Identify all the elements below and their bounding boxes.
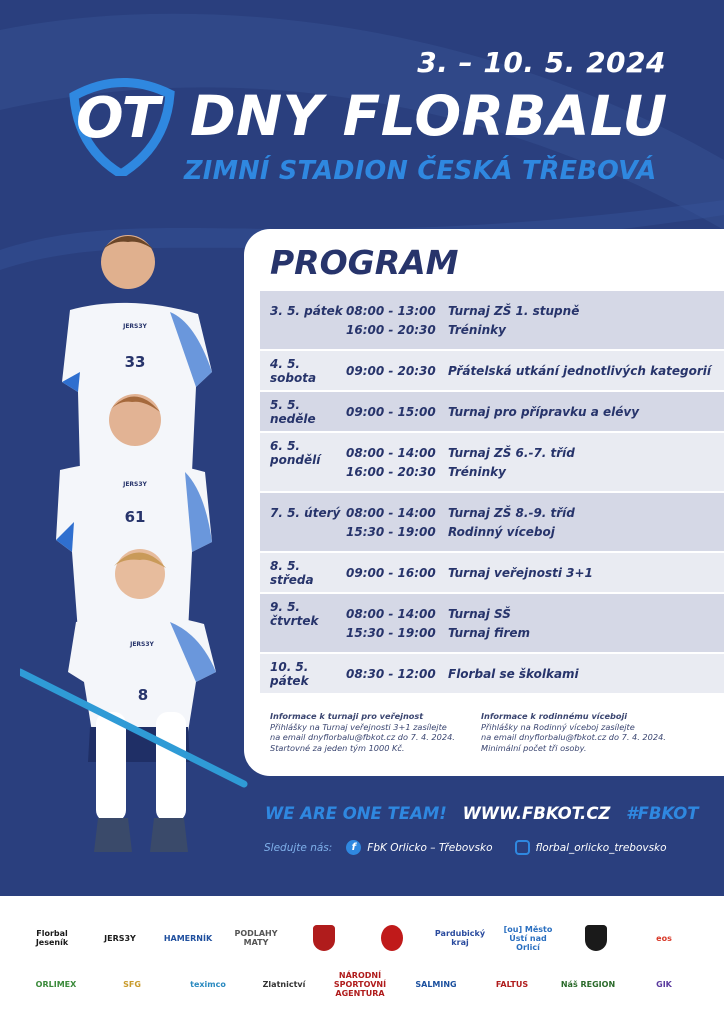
- program-day: 10. 5. pátek: [270, 659, 309, 688]
- program-line: [260, 356, 724, 385]
- info-public-line: Přihlášky na Turnaj veřejnosti 3+1 zasílejte: [270, 721, 447, 732]
- usti-logo: [ou] Město Ústí nad Orlicí: [503, 924, 553, 952]
- follow-label: Sledujte nás:: [264, 841, 333, 854]
- nsa-logo: NÁRODNÍ SPORTOVNÍ AGENTURA: [333, 970, 387, 998]
- facebook-link[interactable]: FbK Orlicko – Třebovsko: [367, 841, 493, 854]
- program-event: Tréninky: [448, 322, 506, 337]
- program-event: Florbal se školkami: [448, 666, 579, 681]
- program-event: Turnaj ZŠ 1. stupně: [448, 303, 580, 318]
- program-time: 08:00 - 14:00: [346, 445, 436, 460]
- program-row: [260, 493, 724, 551]
- info-public-heading: Informace k turnaji pro veřejnost: [270, 711, 424, 721]
- event-date: 3. – 10. 5. 2024: [417, 46, 666, 79]
- hamernik-logo: HAMERNÍK: [163, 933, 213, 943]
- program-day: 3. 5. pátek: [270, 303, 343, 318]
- program-line: [260, 397, 724, 426]
- program-event: Turnaj veřejnosti 3+1: [448, 565, 593, 580]
- orlimex-logo: ORLIMEX: [35, 979, 77, 989]
- program-event: Turnaj ZŠ 6.-7. tříd: [448, 445, 575, 460]
- program-event: Tréninky: [448, 464, 506, 479]
- info-family: [481, 711, 681, 753]
- program-time: 15:30 - 19:00: [346, 625, 436, 640]
- player-1-number: 33: [124, 353, 146, 371]
- program-line: [260, 438, 724, 467]
- info-public-line: na email dnyflorbalu@fbkot.cz do 7. 4. 2024.: [270, 732, 455, 742]
- program-day: 6. 5. pondělí: [270, 438, 321, 467]
- info-public-line: Startovné za jeden tým 1000 Kč.: [270, 742, 405, 753]
- player-3: [20, 549, 244, 852]
- program-time: 08:00 - 14:00: [346, 606, 436, 621]
- program-time: 16:00 - 20:30: [346, 322, 436, 337]
- salming-logo: SALMING: [415, 979, 457, 989]
- program-time: 08:00 - 13:00: [346, 303, 436, 318]
- instagram-link[interactable]: florbal_orlicko_trebovsko: [535, 841, 667, 854]
- program-time: 09:00 - 15:00: [346, 404, 436, 419]
- program-line: [260, 503, 724, 522]
- club-seal-logo: [362, 923, 422, 953]
- info-public: [270, 711, 470, 753]
- eos-logo: eos: [656, 933, 672, 943]
- program-row: [260, 433, 724, 491]
- program-card: [244, 229, 724, 776]
- program-line: [260, 301, 724, 320]
- logo-text: OT: [76, 86, 158, 151]
- program-day: 4. 5. sobota: [270, 356, 317, 385]
- program-table: [260, 291, 724, 695]
- facebook-icon: f: [346, 840, 361, 855]
- program-title: PROGRAM: [270, 243, 459, 282]
- program-time: 09:00 - 20:30: [346, 363, 436, 378]
- info-family-line: na email dnyflorbalu@fbkot.cz do 7. 4. 2024.: [481, 732, 666, 742]
- program-line: [260, 558, 724, 587]
- program-row: [260, 654, 724, 693]
- program-time: 15:30 - 19:00: [346, 524, 436, 539]
- program-event: Turnaj SŠ: [448, 606, 511, 621]
- program-day: 9. 5. čtvrtek: [270, 599, 319, 628]
- info-family-heading: Informace k rodinnému víceboji: [481, 711, 628, 721]
- program-event: Přátelská utkání jednotlivých kategorií: [448, 363, 712, 378]
- program-row: [260, 553, 724, 592]
- jersey-logo: JERS3Y: [104, 933, 136, 943]
- florbal-club-logo: Florbal Jeseník: [35, 929, 69, 947]
- hashtag: #FBKOT: [626, 804, 699, 823]
- info-family-line: Minimální počet tři osoby.: [481, 742, 587, 753]
- player-3-number: 8: [137, 686, 149, 704]
- program-line: [260, 599, 724, 628]
- podlahy-logo: PODLAHY MATY: [234, 929, 278, 947]
- slogan-line: [265, 804, 699, 823]
- slogan: WE ARE ONE TEAM!: [265, 804, 447, 823]
- program-event: Turnaj firem: [448, 625, 531, 640]
- program-time: 09:00 - 16:00: [346, 565, 436, 580]
- program-line: [260, 522, 724, 541]
- mestsky-urad-logo: [566, 923, 626, 953]
- sfg-logo: SFG: [123, 979, 141, 989]
- player-2-number: 61: [124, 508, 146, 526]
- program-event: Turnaj ZŠ 8.-9. tříd: [448, 505, 575, 520]
- teximco-logo: teximco: [190, 979, 226, 989]
- instagram-icon: [515, 840, 530, 855]
- program-day: 7. 5. úterý: [270, 505, 341, 520]
- info-family-line: Přihlášky na Rodinný víceboj zasílejte: [481, 721, 635, 732]
- program-line: [260, 659, 724, 688]
- social-links: [264, 840, 667, 855]
- program-row: [260, 351, 724, 390]
- program-time: 08:30 - 12:00: [346, 666, 436, 681]
- faltus-logo: FALTUS: [495, 979, 529, 989]
- poster-subtitle: ZIMNÍ STADION ČESKÁ TŘEBOVÁ: [184, 156, 657, 186]
- program-day: 8. 5. středa: [270, 558, 314, 587]
- program-row: [260, 594, 724, 652]
- program-row: [260, 291, 724, 349]
- city-crest-logo: [294, 923, 354, 953]
- program-time: 08:00 - 14:00: [346, 505, 436, 520]
- gik-logo: GIK: [656, 979, 672, 989]
- website-link[interactable]: WWW.FBKOT.CZ: [462, 804, 611, 823]
- players-photo: [20, 222, 270, 862]
- program-event: Rodinný víceboj: [448, 524, 555, 539]
- program-event: Turnaj pro přípravku a elévy: [448, 404, 640, 419]
- program-row: [260, 392, 724, 431]
- sponsors-bar: [0, 896, 724, 1024]
- zlatnictvi-logo: Zlatnictví: [262, 979, 306, 989]
- program-time: 16:00 - 20:30: [346, 464, 436, 479]
- nas-region-logo: Náš REGION: [560, 979, 616, 989]
- pardubicky-kraj-logo: Pardubický kraj: [434, 929, 486, 947]
- program-line: [260, 320, 724, 339]
- player-1-brand: JERS3Y: [123, 323, 147, 330]
- program-day: 5. 5. neděle: [270, 397, 316, 426]
- poster-title: DNY FLORBALU: [190, 84, 668, 148]
- player-2-brand: JERS3Y: [123, 481, 147, 488]
- player-3-brand: JERS3Y: [130, 641, 154, 648]
